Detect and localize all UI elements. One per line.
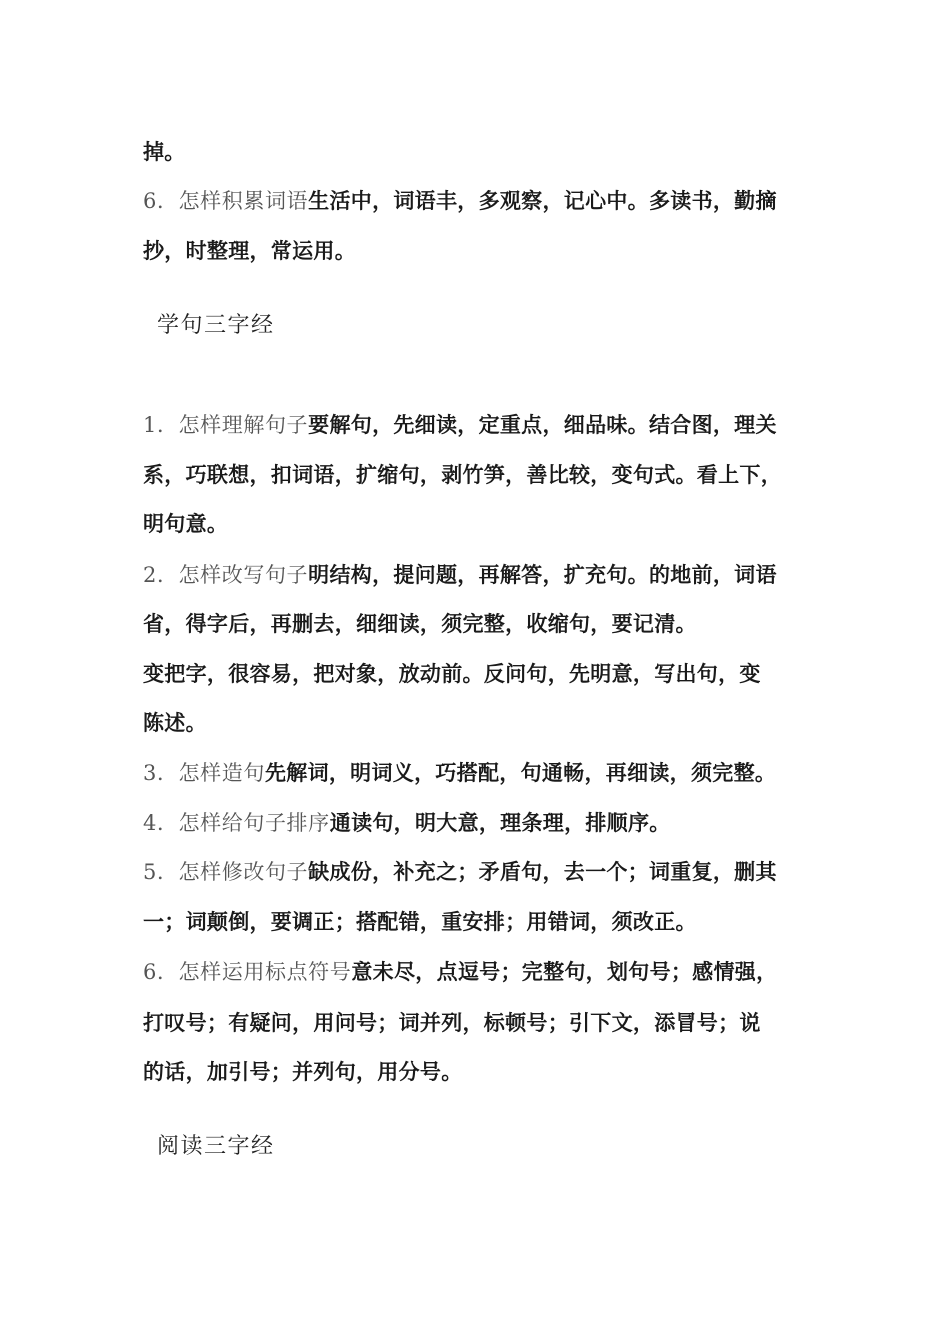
question-text: 5．怎样修改句子 [143, 860, 309, 884]
paragraph-line [143, 959, 813, 985]
answer-text: 一；词颠倒，要调正；搭配错，重安排；用错词，须改正。 [143, 910, 697, 934]
paragraph-line [143, 511, 813, 537]
paragraph-line [143, 462, 813, 488]
paragraph-line [143, 710, 813, 736]
answer-text: 要解句，先细读，定重点，细品味。结合图，理关 [308, 413, 777, 437]
paragraph-line [143, 412, 813, 438]
answer-text: 掉。 [143, 140, 186, 164]
question-text: 3．怎样造句 [143, 761, 265, 785]
answer-text: 省，得字后，再删去，细细读，须完整，收缩句，要记清。 [143, 612, 697, 636]
answer-text: 系，巧联想，扣词语，扩缩句，剥竹笋，善比较，变句式。看上下， [143, 463, 782, 487]
question-text: 4．怎样给句子排序 [143, 811, 330, 835]
answer-text: 明结构，提问题，再解答，扩充句。的地前，词语 [308, 563, 777, 587]
answer-text: 陈述。 [143, 711, 207, 735]
answer-text: 生活中，词语丰，多观察，记心中。多读书，勤摘 [308, 189, 777, 213]
question-text: 1．怎样理解句子 [143, 413, 309, 437]
answer-text: 先解词，明词义，巧搭配，句通畅，再细读，须完整。 [264, 761, 777, 785]
question-text: 6．怎样积累词语 [143, 189, 309, 213]
paragraph-line [143, 1010, 813, 1036]
paragraph-line [143, 760, 813, 786]
paragraph-line [143, 188, 813, 214]
section-heading: 阅读三字经 [157, 1134, 275, 1159]
question-text: 6．怎样运用标点符号 [143, 960, 352, 984]
answer-text: 缺成份，补充之；矛盾句，去一个；词重复，删其 [308, 860, 777, 884]
answer-text: 抄，时整理，常运用。 [143, 239, 356, 263]
answer-text: 意未尽，点逗号；完整句，划句号；感情强， [351, 960, 778, 984]
paragraph-line [143, 562, 813, 588]
paragraph-line [143, 859, 813, 885]
paragraph-line [143, 611, 813, 637]
answer-text: 明句意。 [143, 512, 229, 536]
answer-text: 打叹号；有疑问，用问号；词并列，标顿号；引下文，添冒号；说 [143, 1011, 761, 1035]
answer-text: 的话，加引号；并列句，用分号。 [143, 1060, 463, 1084]
answer-text: 通读句，明大意，理条理，排顺序。 [329, 811, 671, 835]
question-text: 2．怎样改写句子 [143, 563, 309, 587]
paragraph-line [143, 661, 813, 687]
paragraph-line [143, 1059, 813, 1085]
paragraph-line [143, 238, 813, 264]
paragraph-line [143, 909, 813, 935]
paragraph-line [143, 139, 813, 165]
answer-text: 变把字，很容易，把对象，放动前。反问句，先明意，写出句，变 [143, 662, 761, 686]
section-heading: 学句三字经 [157, 313, 275, 338]
paragraph-line [143, 810, 813, 836]
